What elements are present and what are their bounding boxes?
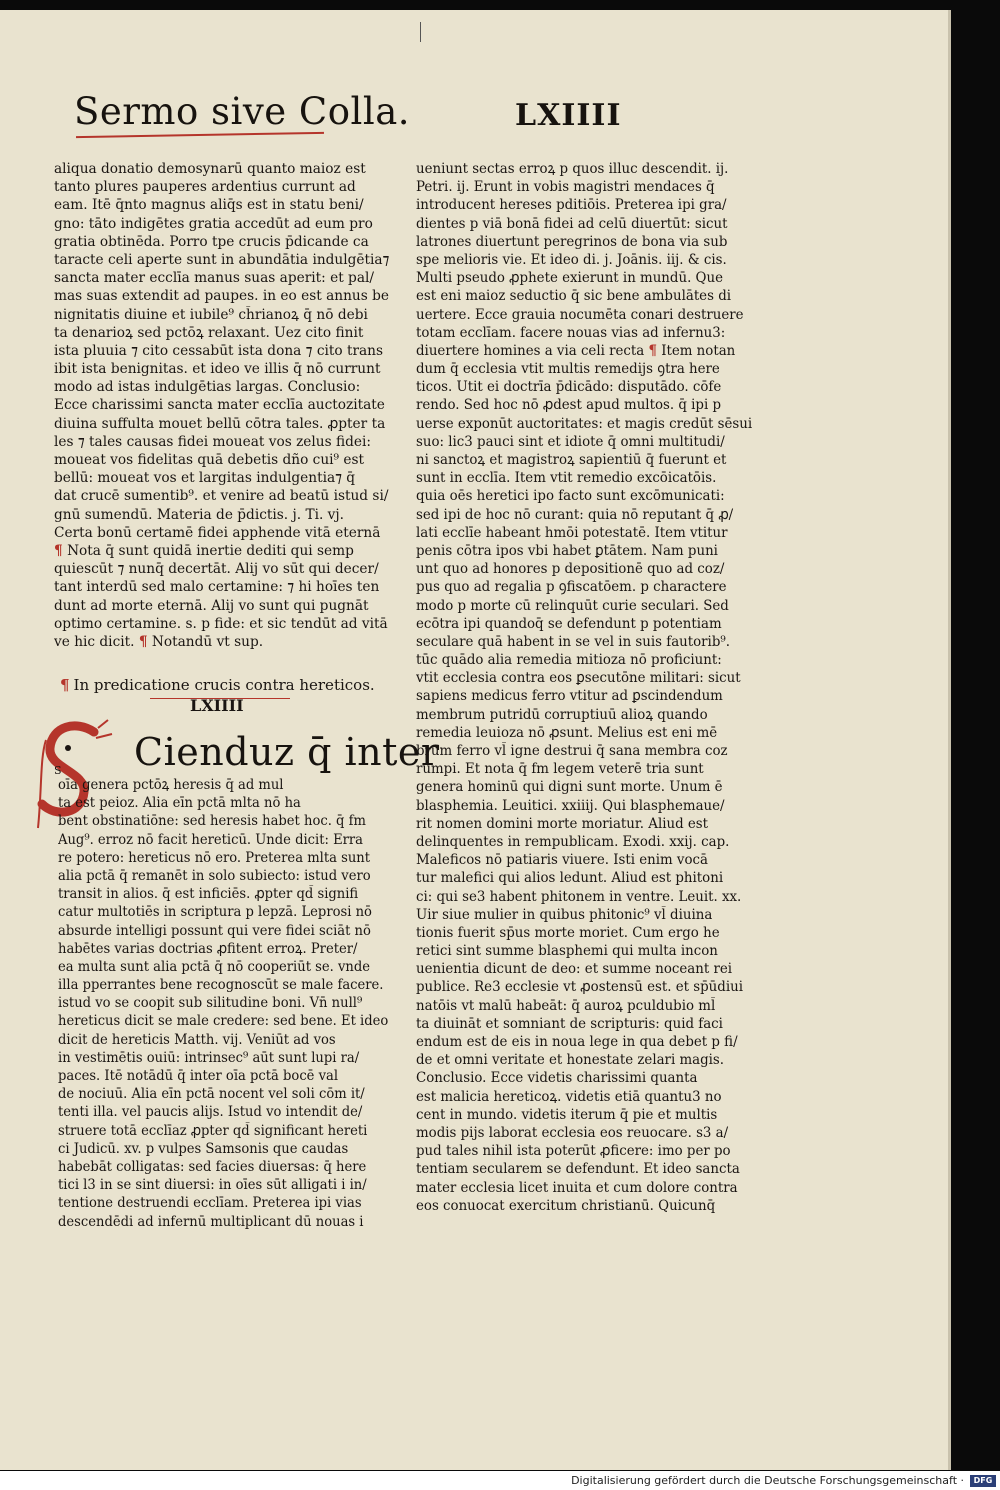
text-line: ve hic dicit. ¶ Notandū vt sup.	[54, 632, 264, 650]
text-line: tant interdū sed malo certamine: ⁊ hi hoīes ten	[54, 579, 380, 596]
text-line: uerse exponūt auctoritates: et magis credūt sēsui	[416, 415, 753, 432]
text-line: transit in alios. q̄ est inficiēs. ꝓpter qd̄ signifi	[58, 886, 359, 903]
text-line: unt quo ad honores p depositionē quo ad coz/	[416, 561, 725, 578]
text-line: paces. Itē notādū q̄ inter oīa pctā bocē val	[58, 1068, 339, 1084]
dfg-logo-icon: DFG	[970, 1475, 996, 1487]
text-line: gratia obtinēda. Porro tpe crucis p̄dicande ca	[54, 233, 369, 250]
text-line: Maleficos nō patiaris viuere. Isti enim vocā	[416, 852, 708, 869]
chapter-number: LXIIII	[190, 696, 244, 715]
text-line: sapiens medicus ferro vtitur ad ꝑscindendum	[416, 688, 723, 705]
text-line: de nociuū. Alia eīn pctā nocent vel soli cōm it/	[58, 1086, 365, 1103]
text-line: sed ipi de hoc nō curant: quia nō reputant q̄ ꝓ/	[416, 506, 734, 523]
text-line: mas suas extendit ad paupes. in eo est annus be	[54, 288, 389, 305]
text-line: absurde intelligi possunt qui vere fidei sciāt nō	[58, 922, 371, 939]
text-line: uenientia dicunt de deo: et summe noceant rei	[416, 961, 733, 978]
text-line: re potero: hereticus nō ero. Preterea mlta sunt	[58, 849, 370, 866]
text-line: quiescūt ⁊ nunq̄ decertāt. Alij vo sūt qui decer/	[54, 561, 379, 578]
text-line: de et omni veritate et honestate zelari magis.	[416, 1052, 725, 1069]
text-line: ueniunt sectas erroꝝ p quos illuc descendit. ij.	[416, 161, 729, 177]
text-line: dicit de hereticis Matth. vij. Veniūt ad vos	[58, 1031, 336, 1048]
text-line: rit nomen domini morte moriatur. Aliud est	[416, 815, 709, 832]
text-line: publice. Re3 ecclesie vt ꝓostensū est. et sp̄ūdiui	[416, 979, 743, 996]
text-line: uertere. Ecce grauia nocumēta conari destruere	[416, 306, 744, 323]
text-line: descendēdi ad infernū multiplicant dū nouas i	[58, 1213, 364, 1230]
text-line: tur malefici qui alios ledunt. Aliud est phitoni	[416, 870, 724, 887]
text-line: illa pperrantes bene recognoscūt se male facere.	[58, 977, 384, 994]
text-line: membrum putridū corruptiuū alioꝝ quando	[416, 706, 708, 723]
text-line: optimo certamine. s. p fide: et sic tendūt ad vitā	[54, 615, 388, 632]
text-line: ea multa sunt alia pctā q̄ nō cooperiūt se. vnde	[58, 958, 370, 975]
text-line: sancta mater ecclīa manus suas aperit: et pal/	[54, 270, 374, 287]
text-line: nignitatis diuine et iubile⁹ ch̄rianoꝝ q̄ nō debi	[54, 306, 368, 323]
text-line: vtit ecclesia contra eos ꝑsecutōne militari: sicut	[416, 670, 741, 687]
text-line: istud vo se coopit sub silitudine boni. Vn̄ null⁹	[58, 995, 363, 1012]
left-column-bottom	[58, 776, 420, 1231]
text-line: ¶ Nota q̄ sunt quidā inertie dediti qui semp	[54, 541, 354, 559]
text-line: tici l3 in se sint diuersi: in oīes sūt alligati i in/	[58, 1177, 367, 1194]
text-line: struere totā ecclīaz ꝓpter qd̄ significant hereti	[58, 1122, 368, 1139]
text-line: tenti illa. vel paucis alijs. Istud vo intendit de/	[58, 1104, 363, 1121]
pilcrow-icon: ¶	[60, 676, 70, 694]
text-line: Multi pseudo ꝓphete exierunt in mundū. Que	[416, 270, 724, 287]
text-line: quia oēs heretici ipo facto sunt excōmunicati:	[416, 488, 725, 505]
text-line: rendo. Sed hoc nō ꝓdest apud multos. q̄ ipi p	[416, 397, 722, 414]
text-line: bent obstinatiōne: sed heresis habet hoc. q̄ fm	[58, 813, 366, 830]
text-line: spe melioris vie. Et ideo di. j. Joānis. iij. & cis.	[416, 251, 727, 268]
text-line: modo ad istas indulgētias largas. Conclusio:	[54, 379, 361, 396]
text-line: blasphemia. Leuitici. xxiiij. Qui blasphemaue/	[416, 797, 725, 814]
text-line: ecōtra ipi quandoq̄ se defendunt p potentiam	[416, 615, 722, 632]
text-line: habebāt colligatas: sed facies diuersas: q̄ here	[58, 1158, 367, 1175]
chapter-rubric	[60, 676, 375, 694]
text-line: est malicia hereticoꝝ. videtis etiā quantu3 no	[416, 1088, 722, 1105]
text-line: alia pctā q̄ remanēt in solo subiecto: istud vero	[58, 867, 371, 884]
text-line: est eni maioz seductio q̄ sic bene ambulātes di	[416, 288, 732, 305]
text-line: penis cōtra ipos vbi habet ꝑtātem. Nam puni	[416, 542, 718, 559]
text-line: suo: lic3 pauci sint et idiote q̄ omni multitudi/	[416, 433, 725, 450]
text-line: sunt in ecclīa. Item vtit remedio excōicatōis.	[416, 470, 717, 487]
text-line: diuertere homines a via celi recta ¶ Item notan	[416, 341, 736, 359]
text-line: tūc quādo alia remedia mitioza nō proficiunt:	[416, 652, 722, 669]
text-line: lati ecclīe habeant hmōi potestatē. Item vtitur	[416, 524, 728, 541]
text-line: latrones diuertunt peregrinos de bona via sub	[416, 233, 728, 250]
text-line: genera hominū qui digni sunt morte. Unum ē	[416, 779, 723, 796]
text-line: natōis vt malū habeāt: q̄ auroꝝ pculdubio ml̄	[416, 997, 716, 1014]
text-line: endum est de eis in noua lege in qua debet p fi/	[416, 1034, 738, 1050]
text-line: modo p morte cū relinquūt curie seculari. Sed	[416, 597, 729, 614]
text-line: ci Judicū. xv. p vulpes Samsonis que caudas	[58, 1140, 349, 1157]
running-title: Sermo sive Colla.	[74, 90, 411, 133]
footer-bar	[0, 1471, 1000, 1490]
text-line: diuina suffulta mouet bellū cōtra tales. ꝓpter ta	[54, 415, 386, 432]
text-line: moueat vos fidelitas quā debetis dño cui⁹ est	[54, 452, 365, 468]
text-line: catur multotiēs in scriptura p lepzā. Leprosi nō	[58, 904, 372, 921]
text-line: brum ferro vl̄ igne destrui q̄ sana membra coz	[416, 743, 728, 759]
text-line: ni sanctoꝝ et magistroꝝ sapientiū q̄ fuerunt et	[416, 452, 727, 468]
text-line: modis pijs laborat ecclesia eos reuocare. s3 a/	[416, 1124, 729, 1141]
text-line: habētes varias doctrias ꝓfitent erroꝝ. Preter/	[58, 940, 358, 957]
text-line: introducent hereses pditiōis. Preterea ipi gra/	[416, 197, 727, 214]
text-line: in vestimētis ouiū: intrinsec⁹ aūt sunt lupi ra/	[58, 1049, 360, 1066]
text-line: Conclusio. Ecce videtis charissimi quanta	[416, 1070, 698, 1087]
text-line: tentiam secularem se defendunt. Et ideo sancta	[416, 1161, 740, 1178]
folio-number: LXIIII	[515, 98, 622, 133]
text-line: seculare quā habent in se vel in suis fautorib⁹.	[416, 633, 730, 650]
text-line: cent in mundo. videtis iterum q̄ pie et multis	[416, 1106, 718, 1123]
text-line: oīa genera pctōꝝ heresis q̄ ad mul	[58, 777, 284, 793]
text-line: pus quo ad regalia p ꝯfiscatōem. p charactere	[416, 579, 727, 596]
text-line: dientes p viā bonā fidei ad celū diuertūt: sicut	[416, 215, 728, 232]
text-line: tentione destruendi ecclīam. Preterea ipi vias	[58, 1195, 362, 1212]
text-line: mater ecclesia licet inuita et cum dolore contra	[416, 1179, 738, 1196]
text-line: delinquentes in rempublicam. Exodi. xxij. cap.	[416, 833, 730, 850]
footer-credit: Digitalisierung gefördert durch die Deutsche Forschungsgemeinschaft ·	[571, 1474, 964, 1487]
text-line: dat crucē sumentib⁹. et venire ad beatū istud si/	[54, 488, 389, 505]
text-line: hereticus dicit se male credere: sed bene. Et ideo	[58, 1013, 389, 1030]
text-line: totam ecclīam. facere nouas vias ad infernu3:	[416, 324, 726, 341]
initial-guide-letter: S	[54, 764, 62, 777]
text-line: rumpi. Et nota q̄ fm legem veterē tria sunt	[416, 761, 704, 778]
text-line: ci: qui se3 habent phitonem in ventre. Leuit. xx.	[416, 888, 742, 905]
text-line: Petri. ij. Erunt in vobis magistri mendaces q̄	[416, 179, 715, 196]
text-line: Ecce charissimi sancta mater ecclīa auctozitate	[54, 397, 385, 414]
text-line: dunt ad morte eternā. Alij vo sunt qui pugnāt	[54, 597, 369, 614]
text-line: ibit ista benignitas. et ideo ve illis q̄ nō currunt	[54, 361, 381, 378]
text-line: Uir siue mulier in quibus phitonic⁹ vl̄ diuina	[416, 906, 713, 923]
initial-heading: Cienduz q̄ inter	[134, 730, 440, 774]
text-line: ta diuināt et somniant de scripturis: quid faci	[416, 1015, 723, 1032]
text-line: ta denarioꝝ sed pctōꝝ relaxant. Uez cito finit	[54, 324, 364, 341]
margin-tick	[420, 22, 421, 42]
text-line: remedia leuioza nō ꝓsunt. Melius est eni mē	[416, 724, 718, 741]
text-line: Certa bonū certamē fidei apphende vitā eternā	[54, 524, 381, 541]
text-line: ta est peioz. Alia eīn pctā mlta nō ha	[58, 795, 301, 812]
text-line: ista pluuia ⁊ cito cessabūt ista dona ⁊ cito trans	[54, 342, 384, 359]
text-line: eos conuocat exercitum christianū. Quicunq̄	[416, 1197, 716, 1214]
text-line: taracte celi aperte sunt in abundātia indulgētia⁊	[54, 251, 390, 268]
text-line: ticos. Utit ei doctrīa p̄dicādo: disputādo. cōfe	[416, 379, 722, 396]
chapter-heading: In predicatione crucis contra hereticos.	[73, 676, 375, 694]
text-line: gno: tāto indigētes gratia accedūt ad eum pro	[54, 215, 373, 232]
right-column	[416, 160, 778, 1215]
text-line: gnū sumendū. Materia de p̄dictis. j. Ti. vj.	[54, 506, 345, 523]
scanned-page	[0, 10, 951, 1470]
text-line: dum q̄ ecclesia vtit multis remedijs ꝯtra here	[416, 361, 720, 378]
text-line: bellū: moueat vos et largitas indulgentia⁊ q̄	[54, 470, 356, 487]
text-line: pud tales nihil ista poterūt ꝓficere: imo per po	[416, 1143, 731, 1160]
text-line: tionis fuerit sp̄us morte moriet. Cum ergo he	[416, 924, 720, 941]
text-line: aliqua donatio demosynarū quanto maioz est	[54, 161, 366, 177]
left-column-top	[54, 160, 406, 651]
text-line: Aug⁹. erroz nō facit hereticū. Unde dicit: Erra	[58, 831, 364, 848]
text-line: retici sint summe blasphemi qui multa incon	[416, 943, 718, 960]
text-line: tanto plures pauperes ardentius currunt ad	[54, 179, 356, 196]
text-line: eam. Itē q̄nto magnus aliq̄s est in statu beni/	[54, 197, 364, 214]
text-line: les ⁊ tales causas fidei moueat vos zelus fidei:	[54, 433, 371, 450]
